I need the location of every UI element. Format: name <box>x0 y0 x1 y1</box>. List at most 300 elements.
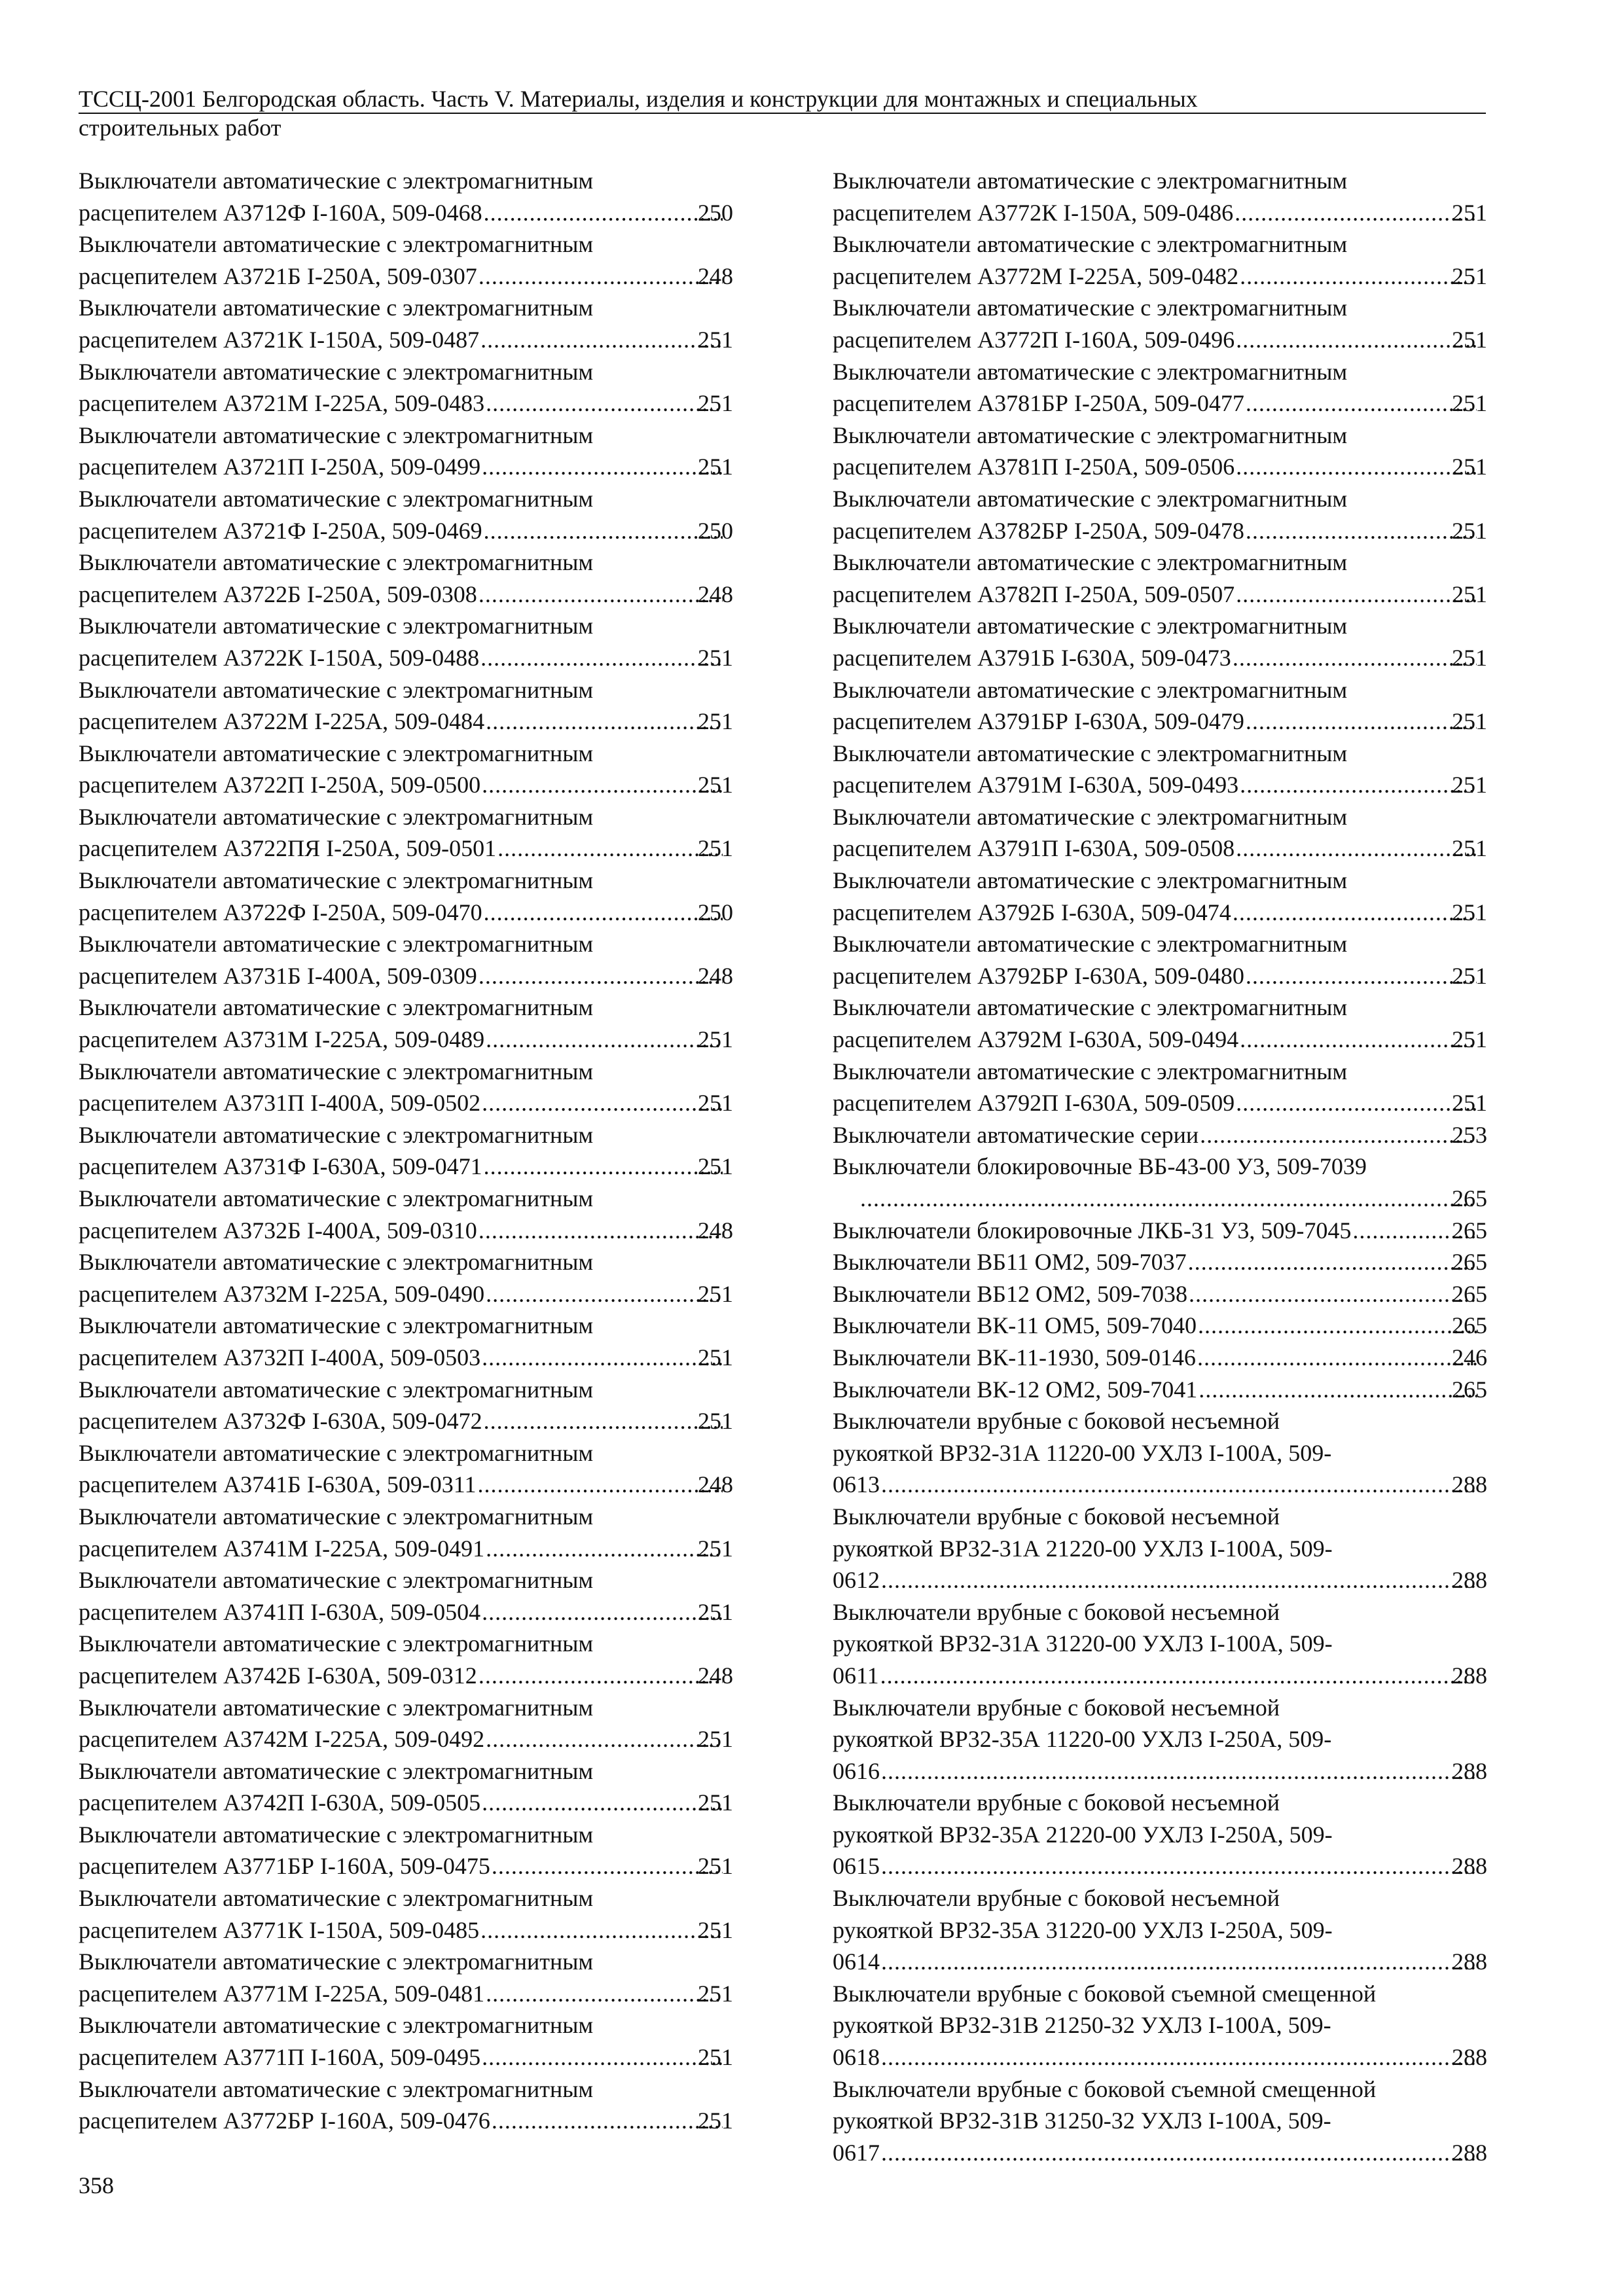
index-entry-text: Выключатели врубные с боковой несъемной <box>833 1694 1280 1721</box>
index-entry <box>833 1692 1487 1787</box>
dot-leader <box>478 260 723 293</box>
index-entry-text: расцепителем А3772БР I-160А, 509-0476 <box>79 2108 490 2134</box>
index-entry-last-line <box>833 1310 1487 1342</box>
index-entry-last-line <box>79 1151 733 1183</box>
dot-leader <box>860 1183 1477 1215</box>
index-entry-text: рукояткой ВР32-35А 21220-00 УХЛ3 I-250А, 509- <box>833 1821 1333 1848</box>
index-entry-page-ref: 248 <box>698 962 733 989</box>
index-entry-page-ref: 288 <box>1452 1471 1487 1498</box>
index-entry-last-line <box>79 1024 733 1056</box>
dot-leader <box>1236 833 1477 865</box>
index-entry-last-line <box>833 451 1487 483</box>
index-entry-last-line <box>79 1469 733 1501</box>
index-entry <box>833 1374 1487 1406</box>
index-entry-page-ref: 265 <box>1452 1249 1487 1276</box>
index-entry <box>79 610 733 673</box>
index-entry-text: расцепителем А3791Б I-630А, 509-0473 <box>833 644 1231 671</box>
index-entry <box>833 1405 1487 1501</box>
index-entry-last-line <box>79 451 733 483</box>
index-entry-page-ref: 251 <box>698 708 733 735</box>
index-entry-text: расцепителем А3772П I-160А, 509-0496 <box>833 326 1235 353</box>
index-entry <box>79 1119 733 1183</box>
index-entry-text: расцепителем А3731Б I-400А, 509-0309 <box>79 962 477 989</box>
index-entry <box>833 1596 1487 1692</box>
index-entry <box>79 801 733 865</box>
index-entry-text: расцепителем А3712Ф I-160А, 509-0468 <box>79 199 482 226</box>
index-entry-page-ref: 251 <box>698 1853 733 1880</box>
index-entry-text: Выключатели автоматические с электромагнитным <box>79 1948 594 1975</box>
index-entry <box>79 992 733 1055</box>
index-entry-last-line <box>833 579 1487 611</box>
dot-leader <box>881 1755 1477 1787</box>
index-entry-last-line <box>833 1215 1487 1247</box>
index-entry-page-ref: 251 <box>698 1789 733 1816</box>
index-entry <box>79 356 733 420</box>
index-entry <box>79 865 733 928</box>
index-entry-text: Выключатели врубные с боковой несъемной <box>833 1789 1280 1816</box>
index-entry-page-ref: 265 <box>1452 1185 1487 1211</box>
index-entry-text: Выключатели врубные с боковой несъемной <box>833 1503 1280 1530</box>
index-entry-text: расцепителем А3731М I-225А, 509-0489 <box>79 1026 485 1053</box>
dot-leader <box>482 1342 723 1374</box>
index-entry <box>833 928 1487 992</box>
index-entry-last-line <box>79 197 733 229</box>
dot-leader <box>484 1151 723 1183</box>
index-entry-text: Выключатели ВБ12 ОМ2, 509-7038 <box>833 1280 1187 1307</box>
index-entry-text: расцепителем А3772К I-150А, 509-0486 <box>833 199 1234 226</box>
index-entry-last-line <box>79 1596 733 1628</box>
index-entry-text: расцепителем А3742М I-225А, 509-0492 <box>79 1726 485 1753</box>
index-entry <box>79 1692 733 1755</box>
index-entry <box>79 1501 733 1564</box>
index-entry-page-ref: 288 <box>1452 1757 1487 1784</box>
dot-leader <box>1246 387 1477 420</box>
index-entry-page-ref: 248 <box>698 262 733 289</box>
index-entry-last-line <box>833 1024 1487 1056</box>
dot-leader <box>478 960 723 992</box>
index-entry-text: расцепителем А3731Ф I-630А, 509-0471 <box>79 1153 482 1180</box>
index-entry-text: Выключатели автоматические с электромагнитным <box>833 168 1348 194</box>
index-entry-text: Выключатели автоматические с электромагнитным <box>79 613 594 639</box>
dot-leader <box>1236 324 1477 356</box>
dot-leader <box>881 1564 1477 1596</box>
dot-leader <box>484 197 723 229</box>
index-entry <box>79 1183 733 1246</box>
index-entry <box>833 865 1487 928</box>
index-entry <box>833 228 1487 292</box>
dot-leader <box>1198 1310 1477 1342</box>
index-entry-text: Выключатели автоматические с электромагнитным <box>79 2075 594 2102</box>
index-entry <box>79 2009 733 2073</box>
index-entry <box>833 1119 1487 1151</box>
index-column-right <box>833 165 1487 2168</box>
index-entry-text: расцепителем А3792БР I-630А, 509-0480 <box>833 962 1244 989</box>
index-entry-last-line <box>833 1660 1487 1692</box>
index-entry-page-ref: 251 <box>1452 326 1487 353</box>
index-entry-text: рукояткой ВР32-31А 31220-00 УХЛ3 I-100А, 509- <box>833 1630 1333 1657</box>
dot-leader <box>482 1787 723 1819</box>
index-entry-text: Выключатели автоматические с электромагнитным <box>79 1567 594 1594</box>
index-entry-text: Выключатели автоматические с электромагнитным <box>79 1439 594 1466</box>
index-entry-text: Выключатели автоматические с электромагнитным <box>833 613 1348 639</box>
dot-leader <box>486 1978 723 2010</box>
index-entry-page-ref: 251 <box>698 454 733 480</box>
index-entry-text: расцепителем А3781БР I-250А, 509-0477 <box>833 390 1244 417</box>
index-entry <box>79 1310 733 1373</box>
index-entry-text: Выключатели автоматические с электромагнитным <box>833 422 1348 448</box>
index-entry-text: Выключатели автоматические с электромагнитным <box>833 231 1348 258</box>
index-entry-text: Выключатели автоматические с электромагнитным <box>833 485 1348 512</box>
index-entry-text: Выключатели автоматические с электромагнитным <box>833 676 1348 703</box>
dot-leader <box>1233 642 1477 674</box>
index-entry-text: Выключатели ВК-11 ОМ5, 509-7040 <box>833 1312 1197 1339</box>
index-entry-last-line <box>79 1978 733 2010</box>
index-entry-text: Выключатели автоматические с электромагнитным <box>79 1121 594 1148</box>
index-entry-page-ref: 251 <box>1452 899 1487 925</box>
index-entry-page-ref: 251 <box>698 1535 733 1562</box>
dot-leader <box>478 1660 723 1692</box>
index-entry-last-line <box>833 706 1487 738</box>
index-entry <box>79 1628 733 1691</box>
index-entry-text: Выключатели блокировочные ВБ-43-00 У3, 509-7039 <box>833 1153 1367 1180</box>
index-entry-page-ref: 251 <box>698 1916 733 1943</box>
index-entry <box>79 1755 733 1819</box>
dot-leader <box>1199 1374 1477 1406</box>
index-entry-page-ref: 251 <box>698 1090 733 1117</box>
index-entry-text: расцепителем А3772М I-225А, 509-0482 <box>833 262 1239 289</box>
index-entry <box>833 356 1487 420</box>
dot-leader <box>486 706 723 738</box>
index-entry-text: Выключатели блокировочные ЛКБ-31 У3, 509-7045 <box>833 1217 1352 1244</box>
index-entry-page-ref: 288 <box>1452 1948 1487 1975</box>
index-entry-text: рукояткой ВР32-35А 31220-00 УХЛ3 I-250А, 509- <box>833 1916 1333 1943</box>
index-entry-last-line <box>833 1946 1487 1978</box>
dot-leader <box>478 1215 723 1247</box>
index-entry-last-line <box>833 515 1487 547</box>
index-entry-page-ref: 251 <box>1452 772 1487 798</box>
index-entry-text: 0612 <box>833 1567 880 1594</box>
index-entry-last-line <box>833 1564 1487 1596</box>
index-entry-text: расцепителем А3741П I-630А, 509-0504 <box>79 1598 481 1625</box>
index-entry-text: рукояткой ВР32-31В 31250-32 УХЛ3 I-100А, 509- <box>833 2108 1331 2134</box>
dot-leader <box>482 1087 723 1119</box>
index-entry-last-line <box>833 1755 1487 1787</box>
index-entry-text: расцепителем А3742Б I-630А, 509-0312 <box>79 1662 477 1689</box>
index-entry-text: расцепителем А3722ПЯ I-250А, 509-0501 <box>79 835 497 862</box>
index-entry <box>833 1342 1487 1374</box>
index-entry-last-line <box>833 1342 1487 1374</box>
index-entry <box>79 738 733 801</box>
index-entry-text: 0613 <box>833 1471 880 1498</box>
index-entry-text: Выключатели автоматические с электромагнитным <box>79 1376 594 1403</box>
index-entry-last-line <box>79 897 733 929</box>
index-entry-text: Выключатели автоматические с электромагнитным <box>79 1630 594 1657</box>
dot-leader <box>1240 769 1477 801</box>
index-entry-last-line <box>79 1723 733 1755</box>
dot-leader <box>881 2137 1477 2169</box>
index-entry-page-ref: 250 <box>698 517 733 544</box>
index-entry <box>79 928 733 992</box>
index-entry-text: расцепителем А3771М I-225А, 509-0481 <box>79 1980 485 2007</box>
index-entry-page-ref: 248 <box>698 1662 733 1689</box>
index-entry-page-ref: 251 <box>1452 199 1487 226</box>
index-entry-text: Выключатели автоматические с электромагнитным <box>833 1058 1348 1085</box>
dot-leader <box>881 2041 1477 2073</box>
dot-leader <box>881 1469 1477 1501</box>
index-entry-last-line <box>833 197 1487 229</box>
dot-leader <box>880 1660 1477 1692</box>
dot-leader <box>492 2105 723 2137</box>
dot-leader <box>1200 1119 1477 1151</box>
index-entry-text: Выключатели автоматические с электромагнитным <box>79 1312 594 1339</box>
index-entry-page-ref: 251 <box>698 1280 733 1307</box>
index-entry-last-line <box>833 960 1487 992</box>
index-entry-page-ref: 251 <box>1452 390 1487 417</box>
index-entry-page-ref: 251 <box>698 1726 733 1753</box>
dot-leader <box>477 1469 723 1501</box>
index-entry <box>833 992 1487 1055</box>
header-title-line: ТССЦ-2001 Белгородская область. Часть V. Материалы, изделия и конструкции для монтажных и специальных <box>79 85 1486 114</box>
dot-leader <box>492 1850 723 1882</box>
index-entry <box>79 1246 733 1310</box>
index-entry-text: расцепителем А3721Б I-250А, 509-0307 <box>79 262 477 289</box>
index-entry-text: 0611 <box>833 1662 879 1689</box>
index-entry-text: Выключатели автоматические с электромагнитным <box>833 931 1348 958</box>
index-entry <box>833 1056 1487 1119</box>
index-entry-text: Выключатели автоматические с электромагнитным <box>79 867 594 894</box>
page-header <box>79 85 1486 141</box>
dot-leader <box>497 833 723 865</box>
index-entry-text: Выключатели врубные с боковой несъемной <box>833 1598 1280 1625</box>
index-entry-page-ref: 288 <box>1452 1853 1487 1880</box>
index-entry-page-ref: 288 <box>1452 1567 1487 1594</box>
index-entry-text: Выключатели автоматические с электромагнитным <box>833 803 1348 830</box>
dot-leader <box>482 1596 723 1628</box>
index-entry-text: расцепителем А3791М I-630А, 509-0493 <box>833 772 1239 798</box>
index-entry-text: расцепителем А3791П I-630А, 509-0508 <box>833 835 1235 862</box>
index-entry-page-ref: 265 <box>1452 1312 1487 1339</box>
dot-leader <box>486 1278 723 1310</box>
index-entry-text: расцепителем А3782П I-250А, 509-0507 <box>833 581 1235 607</box>
index-entry-text: рукояткой ВР32-31А 11220-00 УХЛ3 I-100А, 509- <box>833 1439 1332 1466</box>
index-entry-page-ref: 251 <box>1452 644 1487 671</box>
index-entry-last-line <box>833 642 1487 674</box>
index-entry-text: Выключатели автоматические с электромагнитным <box>79 1503 594 1530</box>
header-subtitle-line: строительных работ <box>79 115 281 141</box>
index-entry-text: Выключатели автоматические с электромагнитным <box>79 676 594 703</box>
index-entry <box>833 165 1487 228</box>
index-entry-page-ref: 251 <box>698 1980 733 2007</box>
dot-leader <box>1189 1278 1477 1310</box>
dot-leader <box>480 1914 723 1946</box>
dot-leader <box>486 1024 723 1056</box>
index-entry-text: расцепителем А3721М I-225А, 509-0483 <box>79 390 485 417</box>
index-entry-text: расцепителем А3792М I-630А, 509-0494 <box>833 1026 1239 1053</box>
index-entry-last-line <box>79 1787 733 1819</box>
index-entry-page-ref: 251 <box>698 644 733 671</box>
index-entry-text: Выключатели автоматические с электромагнитным <box>79 931 594 958</box>
index-entry <box>833 1310 1487 1342</box>
index-entry-page-ref: 253 <box>1452 1121 1487 1148</box>
index-entry-page-ref: 251 <box>698 1026 733 1053</box>
index-entry-text: 0617 <box>833 2139 880 2166</box>
index-entry-text: Выключатели врубные с боковой несъемной <box>833 1408 1280 1435</box>
index-entry <box>833 547 1487 610</box>
index-entry-page-ref: 251 <box>698 772 733 798</box>
dot-leader <box>478 579 723 611</box>
index-entry-text: расцепителем А3732Ф I-630А, 509-0472 <box>79 1408 482 1435</box>
index-entry-last-line <box>79 1660 733 1692</box>
index-entry-last-line <box>79 387 733 420</box>
index-entry-last-line <box>79 515 733 547</box>
index-entry-page-ref: 251 <box>698 835 733 862</box>
index-entry-text: Выключатели врубные с боковой съемной смещенной <box>833 1980 1377 2007</box>
index-entry-page-ref: 250 <box>698 199 733 226</box>
index-entry-text: Выключатели автоматические с электромагнитным <box>79 994 594 1021</box>
index-entry-text: расцепителем А3732М I-225А, 509-0490 <box>79 1280 485 1307</box>
index-entry-text: расцепителем А3741Б I-630А, 509-0311 <box>79 1471 477 1498</box>
index-entry-last-line <box>833 387 1487 420</box>
index-column-left <box>79 165 733 2137</box>
index-entry-text: Выключатели автоматические с электромагнитным <box>79 168 594 194</box>
index-entry-last-line <box>833 2041 1487 2073</box>
index-entry-last-line <box>79 769 733 801</box>
index-entry-last-line <box>79 260 733 293</box>
index-entry-text: расцепителем А3721П I-250А, 509-0499 <box>79 454 481 480</box>
index-entry-text: 0616 <box>833 1757 880 1784</box>
dot-leader <box>881 1850 1477 1882</box>
index-entry-page-ref: 251 <box>698 1598 733 1625</box>
index-entry-last-line <box>79 579 733 611</box>
index-entry-text: Выключатели автоматические с электромагнитным <box>79 2012 594 2039</box>
index-entry-text: расцепителем А3722М I-225А, 509-0484 <box>79 708 485 735</box>
index-entry-text: Выключатели автоматические с электромагнитным <box>833 295 1348 321</box>
dot-leader <box>1236 1087 1477 1119</box>
dot-leader <box>1246 960 1477 992</box>
index-entry-text: расцепителем А3732Б I-400А, 509-0310 <box>79 1217 477 1244</box>
index-entry-last-line <box>79 1278 733 1310</box>
index-entry-text: Выключатели автоматические с электромагнитным <box>79 1821 594 1848</box>
index-entry <box>79 1946 733 2009</box>
index-entry-text: расцепителем А3721Ф I-250А, 509-0469 <box>79 517 482 544</box>
index-entry <box>833 1278 1487 1310</box>
index-entry-text: Выключатели автоматические с электромагнитным <box>79 549 594 576</box>
dot-leader <box>486 1533 723 1565</box>
index-entry-last-line <box>79 706 733 738</box>
index-entry-page-ref: 251 <box>1452 962 1487 989</box>
dot-leader <box>1246 706 1477 738</box>
index-entry-text: Выключатели автоматические с электромагнитным <box>833 358 1348 385</box>
index-entry-text: Выключатели автоматические с электромагнитным <box>79 1885 594 1912</box>
index-entry-last-line <box>833 1374 1487 1406</box>
index-entry-text: рукояткой ВР32-31А 21220-00 УХЛ3 I-100А, 509- <box>833 1535 1333 1562</box>
index-entry-last-line <box>833 260 1487 293</box>
index-entry-text: Выключатели автоматические с электромагнитным <box>833 867 1348 894</box>
index-entry <box>79 2073 733 2137</box>
index-entry-text: Выключатели автоматические с электромагнитным <box>833 994 1348 1021</box>
index-entry-last-line <box>79 324 733 356</box>
index-entry <box>79 1437 733 1501</box>
index-entry-text: Выключатели автоматические с электромагнитным <box>79 1757 594 1784</box>
dot-leader <box>1188 1246 1477 1278</box>
index-entry-last-line <box>833 1119 1487 1151</box>
index-entry-text: расцепителем А3732П I-400А, 509-0503 <box>79 1344 481 1371</box>
index-entry-last-line <box>79 960 733 992</box>
dot-leader <box>1236 451 1477 483</box>
index-entry-last-line <box>79 2105 733 2137</box>
index-entry-last-line <box>79 1215 733 1247</box>
index-entry-page-ref: 251 <box>1452 835 1487 862</box>
index-entry-text: расцепителем А3771БР I-160А, 509-0475 <box>79 1853 490 1880</box>
index-entry-text: Выключатели ВК-11-1930, 509-0146 <box>833 1344 1196 1371</box>
index-entry-text: Выключатели автоматические с электромагнитным <box>79 803 594 830</box>
index-entry-text: расцепителем А3741М I-225А, 509-0491 <box>79 1535 485 1562</box>
dot-leader <box>1233 897 1477 929</box>
index-entry-page-ref: 251 <box>698 326 733 353</box>
index-entry <box>833 1151 1487 1214</box>
index-entry-page-ref: 265 <box>1452 1280 1487 1307</box>
index-entry-page-ref: 288 <box>1452 2044 1487 2071</box>
index-entry-page-ref: 288 <box>1452 2139 1487 2166</box>
index-entry <box>79 547 733 610</box>
index-entry-page-ref: 251 <box>698 1344 733 1371</box>
index-entry-page-ref: 251 <box>698 2108 733 2134</box>
index-entry-text: Выключатели автоматические с электромагнитным <box>79 422 594 448</box>
dot-leader <box>480 324 723 356</box>
index-entry <box>833 1246 1487 1278</box>
dot-leader <box>482 451 723 483</box>
index-entry-last-line <box>79 1533 733 1565</box>
index-entry-last-line <box>79 2041 733 2073</box>
index-entry <box>79 165 733 228</box>
index-entry-text: Выключатели автоматические с электромагнитным <box>79 1058 594 1085</box>
index-entry <box>833 610 1487 673</box>
index-entry-last-line <box>833 1850 1487 1882</box>
dot-leader <box>1197 1342 1477 1374</box>
index-entry-last-line <box>79 833 733 865</box>
index-entry-page-ref: 251 <box>698 1153 733 1180</box>
index-entry <box>833 1978 1487 2073</box>
dot-leader <box>486 1723 723 1755</box>
index-entry-page-ref: 251 <box>1452 1026 1487 1053</box>
index-entry-page-ref: 248 <box>698 1471 733 1498</box>
index-entry-text: Выключатели врубные с боковой съемной смещенной <box>833 2075 1377 2102</box>
index-entry-last-line <box>79 1405 733 1437</box>
index-entry-page-ref: 251 <box>1452 708 1487 735</box>
dot-leader <box>480 642 723 674</box>
index-entry-page-ref: 251 <box>1452 517 1487 544</box>
dot-leader <box>1246 515 1477 547</box>
index-entry-text: Выключатели автоматические с электромагнитным <box>833 549 1348 576</box>
index-entry-text: расцепителем А3722К I-150А, 509-0488 <box>79 644 480 671</box>
index-entry-last-line <box>859 1183 1487 1215</box>
index-entry-text: расцепителем А3792Б I-630А, 509-0474 <box>833 899 1231 925</box>
index-entry-last-line <box>833 769 1487 801</box>
index-entry <box>79 1056 733 1119</box>
index-entry-last-line <box>833 1087 1487 1119</box>
index-entry-page-ref: 246 <box>1452 1344 1487 1371</box>
index-entry <box>833 801 1487 865</box>
dot-leader <box>484 1405 723 1437</box>
index-entry-text: Выключатели ВБ11 ОМ2, 509-7037 <box>833 1249 1187 1276</box>
index-entry-page-ref: 265 <box>1452 1376 1487 1403</box>
index-entry-last-line <box>833 2137 1487 2169</box>
index-entry-page-ref: 250 <box>698 899 733 925</box>
index-entry-last-line <box>79 1914 733 1946</box>
index-entry <box>79 674 733 738</box>
index-entry-text: рукояткой ВР32-35А 11220-00 УХЛ3 I-250А, 509- <box>833 1726 1332 1753</box>
index-entry <box>79 292 733 355</box>
